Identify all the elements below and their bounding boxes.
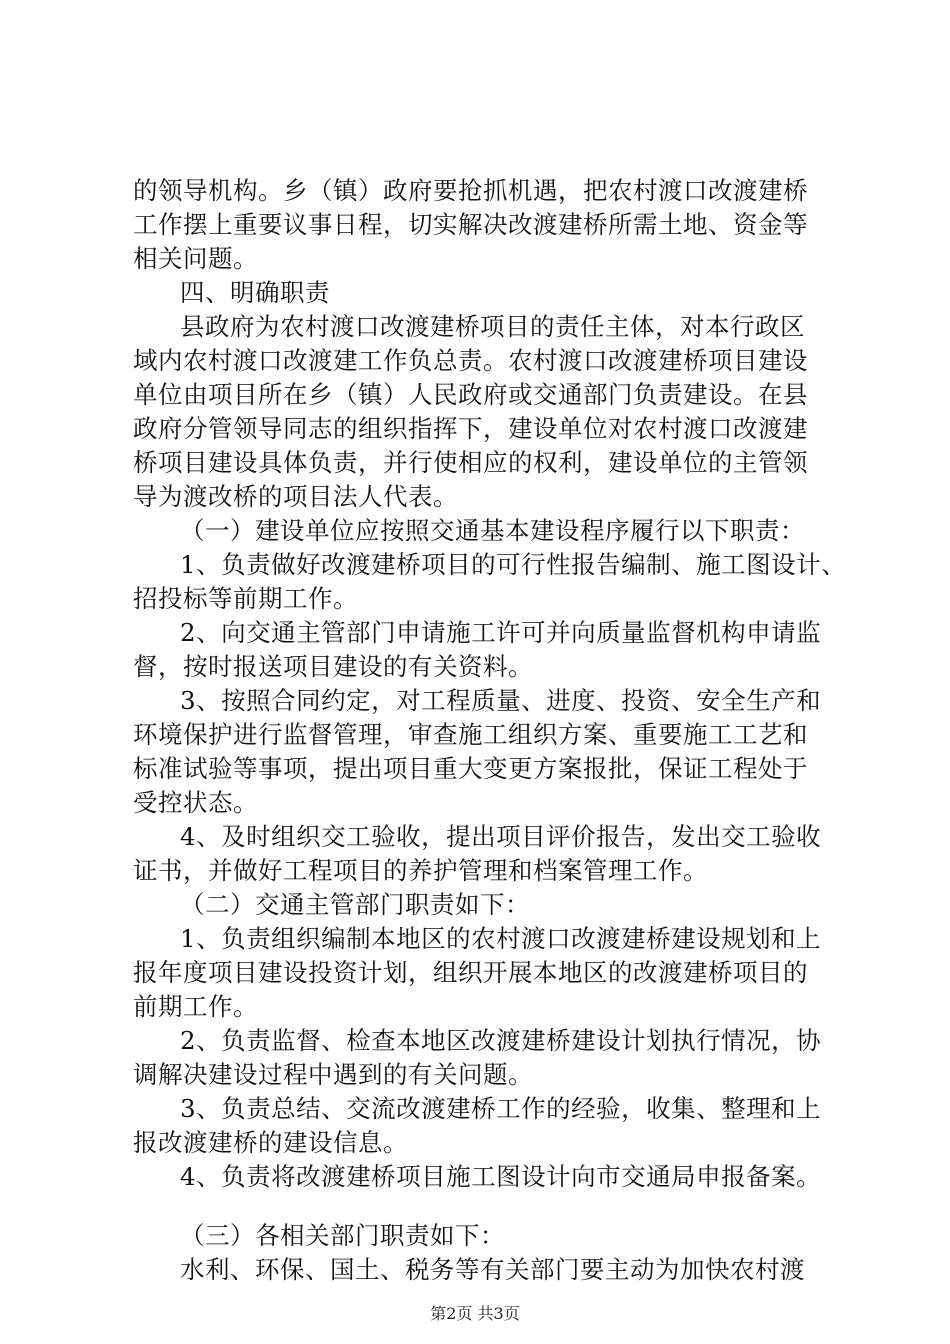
text-line: 水利、环保、国土、税务等有关部门要主动为加快农村渡	[180, 1255, 805, 1284]
text-line: 域内农村渡口改渡建工作负总责。农村渡口改渡建桥项目建设	[133, 346, 808, 375]
text-line: 1、负责做好改渡建桥项目的可行性报告编制、施工图设计、	[180, 550, 847, 579]
text-line: 4、负责将改渡建桥项目施工图设计向市交通局申报备案。	[180, 1162, 822, 1191]
text-line: 报年度项目建设投资计划，组织开展本地区的改渡建桥项目的	[133, 958, 808, 987]
text-line: 2、负责监督、检查本地区改渡建桥建设计划执行情况，协	[180, 1026, 822, 1055]
subsection-heading: （一）建设单位应按照交通基本建设程序履行以下职责：	[180, 516, 805, 545]
text-line: 的领导机构。乡（镇）政府要抢抓机遇，把农村渡口改渡建桥	[133, 176, 808, 205]
subsection-heading: （三）各相关部门职责如下：	[180, 1221, 505, 1250]
text-line: 3、按照合同约定，对工程质量、进度、投资、安全生产和	[180, 686, 822, 715]
text-line: 相关问题。	[133, 244, 258, 273]
text-line: 3、负责总结、交流改渡建桥工作的经验，收集、整理和上	[180, 1094, 822, 1123]
text-line: 桥项目建设具体负责，并行使相应的权利，建设单位的主管领	[133, 448, 808, 477]
text-line: 4、及时组织交工验收，提出项目评价报告，发出交工验收	[180, 822, 822, 851]
text-line: 政府分管领导同志的组织指挥下，建设单位对农村渡口改渡建	[133, 414, 808, 443]
text-line: 2、向交通主管部门申请施工许可并向质量监督机构申请监	[180, 618, 822, 647]
text-line: 证书，并做好工程项目的养护管理和档案管理工作。	[133, 856, 708, 885]
text-line: 受控状态。	[133, 788, 258, 817]
text-line: 单位由项目所在乡（镇）人民政府或交通部门负责建设。在县	[133, 380, 808, 409]
text-line: 1、负责组织编制本地区的农村渡口改渡建桥建设规划和上	[180, 924, 822, 953]
text-line: 招投标等前期工作。	[133, 584, 358, 613]
text-line: 环境保护进行监督管理，审查施工组织方案、重要施工工艺和	[133, 720, 808, 749]
text-line: 工作摆上重要议事日程，切实解决改渡建桥所需土地、资金等	[133, 210, 808, 239]
text-line: 督，按时报送项目建设的有关资料。	[133, 652, 533, 681]
text-line: 调解决建设过程中遇到的有关问题。	[133, 1060, 533, 1089]
page-footer: 第2页 共3页	[430, 1304, 520, 1323]
text-line: 导为渡改桥的项目法人代表。	[133, 482, 458, 511]
section-heading: 四、明确职责	[180, 278, 330, 307]
text-line: 前期工作。	[133, 992, 258, 1021]
text-line: 标准试验等事项，提出项目重大变更方案报批，保证工程处于	[133, 754, 808, 783]
subsection-heading: （二）交通主管部门职责如下：	[180, 890, 530, 919]
text-line: 县政府为农村渡口改渡建桥项目的责任主体，对本行政区	[180, 312, 805, 341]
text-line: 报改渡建桥的建设信息。	[133, 1128, 408, 1157]
